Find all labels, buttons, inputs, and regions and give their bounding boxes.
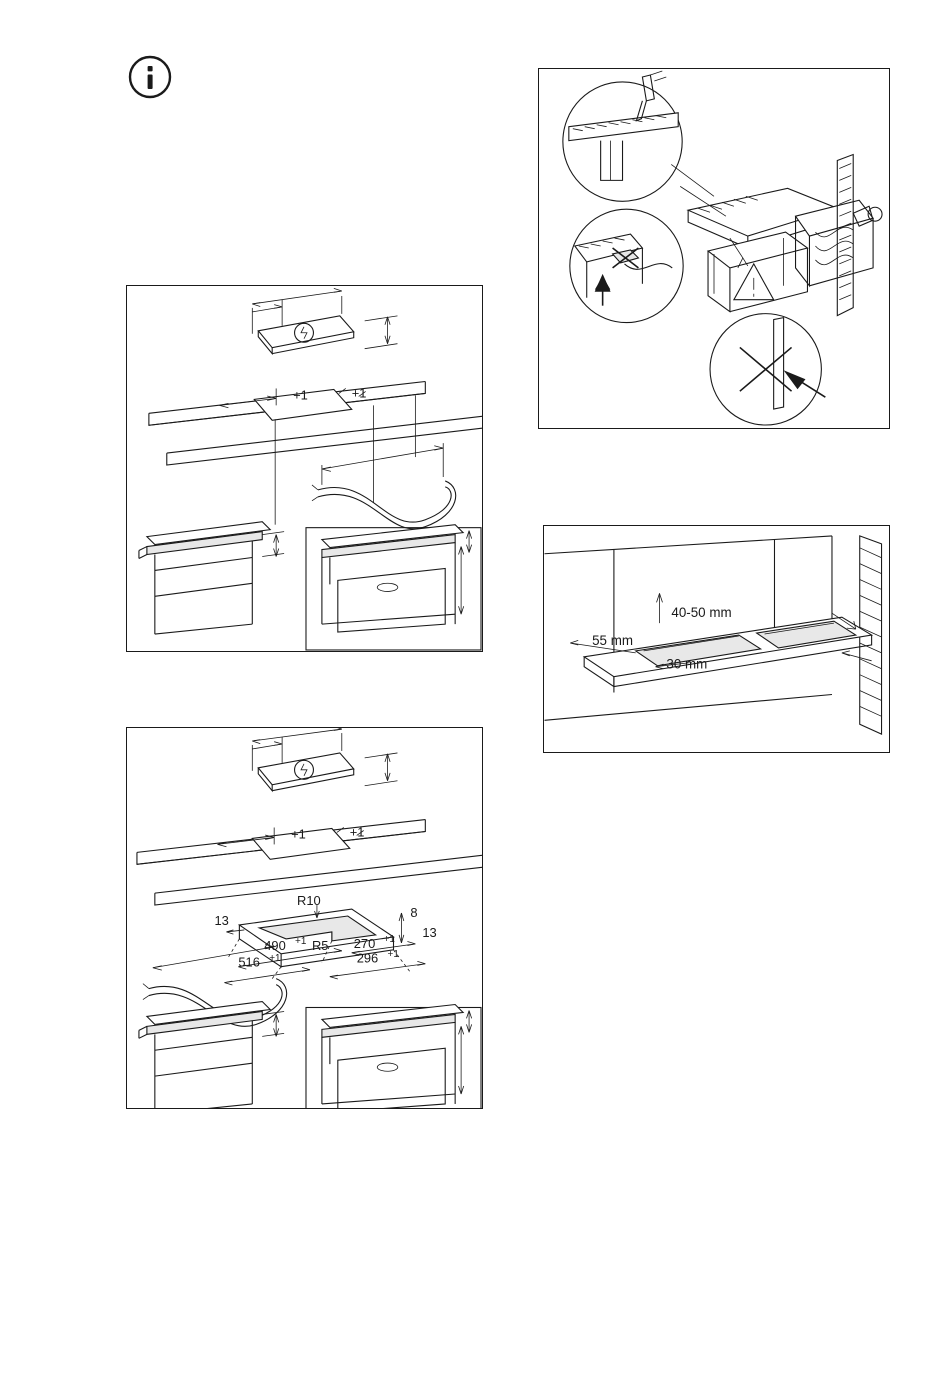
worktop-sealing-warning-diagram <box>538 68 890 429</box>
svg-text:490: 490 <box>264 937 286 953</box>
clearance-label-30: 30 mm <box>666 656 708 672</box>
clearance-label-55: 55 mm <box>592 632 633 648</box>
svg-text:+1: +1 <box>387 948 399 960</box>
radius-label-r10: R10 <box>297 893 321 909</box>
hob-installation-diagram-standard <box>126 285 483 652</box>
depth-label-13-right: 13 <box>422 924 437 940</box>
tolerance-label-left-b: +1 <box>291 826 306 842</box>
tolerance-label-right: +1 <box>351 385 367 401</box>
dimension-516 <box>238 953 281 970</box>
electric-hob-icon <box>258 753 353 791</box>
depth-label-13-left: 13 <box>214 912 229 928</box>
clearance-label-40-50: 40-50 mm <box>671 605 732 621</box>
electric-hob-icon <box>258 316 353 354</box>
svg-text:270: 270 <box>353 935 376 951</box>
tolerance-label-left: +1 <box>293 387 308 403</box>
warning-prohibition-detail <box>710 264 825 425</box>
hob-clearance-dimensions-diagram <box>543 525 890 753</box>
dimension-296 <box>357 949 400 966</box>
cabinet-section-icon <box>139 522 270 634</box>
worktop-cutout-icon <box>149 381 482 465</box>
wall-icon <box>837 155 882 316</box>
radius-label-r5: R5 <box>311 937 329 953</box>
silicone-applicator-detail <box>563 71 682 201</box>
svg-text:516: 516 <box>238 954 260 970</box>
prohibited-sealing-detail <box>570 209 683 322</box>
height-label-8: 8 <box>410 905 418 921</box>
cabinet-section-icon <box>139 1002 270 1108</box>
power-cable-icon <box>312 443 456 529</box>
svg-text:+1: +1 <box>269 952 281 964</box>
oven-section-icon <box>306 525 481 650</box>
hob-installation-diagram-dimensions <box>126 727 483 1109</box>
svg-text:296: 296 <box>356 950 379 966</box>
svg-text:+1: +1 <box>295 935 307 947</box>
tolerance-label-right-b: +1 <box>349 824 365 840</box>
svg-text:+1: +1 <box>383 933 395 945</box>
information-icon <box>128 55 172 99</box>
oven-section-icon <box>306 1005 481 1108</box>
